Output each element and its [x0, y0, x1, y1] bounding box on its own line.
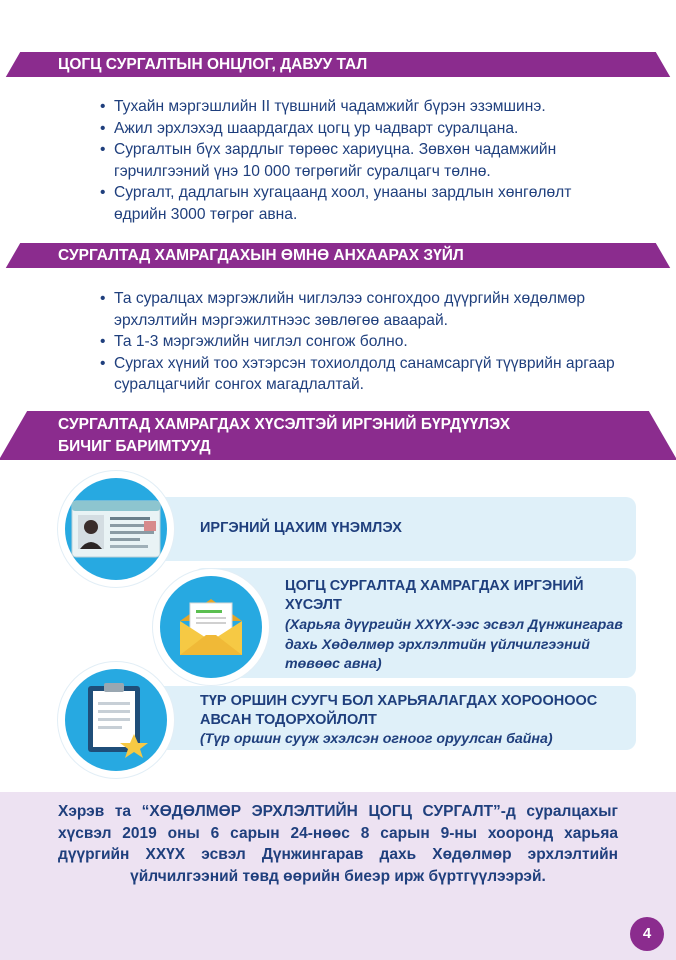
- envelope-icon: [176, 591, 246, 661]
- doc-icon-circle: [152, 568, 270, 686]
- section3-heading-line1: СУРГАЛТАД ХАМРАГДАХ ХҮСЭЛТЭЙ ИРГЭНИЙ БҮРДҮҮЛЭХ: [58, 416, 511, 433]
- footer-note-box: [0, 792, 676, 960]
- section3-heading-line2: БИЧИГ БАРИМТУУД: [58, 438, 211, 455]
- bullet-item: • Сургах хүний тоо хэтэрсэн тохиолдолд санамсаргүй түүврийн аргаар суралцагчийг сонгох магадлалтай.: [100, 353, 620, 396]
- section2-header: [0, 243, 676, 268]
- header-left-notch: [0, 52, 20, 77]
- bullet-item: • Сургалт, дадлагын хугацаанд хоол, унааны зардлын хөнгөлөлт өдрийн 3000 төгрөг авна.: [100, 182, 620, 225]
- footer-note: Хэрэв та “ХӨДӨЛМӨР ЭРХЛЭЛТИЙН ЦОГЦ СУРГАЛТ”-д суралцахыг хүсвэл 2019 оны 6 сарын 24-нөөс 8 сарын 9-ны хооронд харьяа дүүргийн ХХҮХ эсвэл Дүнжингарав дахь Хөдөлмөр эрхлэлтийн үйлчилгээний төвд өөрийн биеэр ирж бүртгүүлээрэй.: [58, 803, 618, 885]
- doc-title: ТҮР ОРШИН СУУГЧ БОЛ ХАРЬЯАЛАГДАХ ХОРООНООС АВСАН ТОДОРХОЙЛОЛТ: [200, 693, 598, 728]
- bullet-item: • Ажил эрхлэхэд шаардагдах цогц ур чадварт суралцана.: [100, 118, 620, 140]
- section2-heading: СУРГАЛТАД ХАМРАГДАХЫН ӨМНӨ АНХААРАХ ЗҮЙЛ: [58, 247, 464, 264]
- bullet-item: • Тухайн мэргэшлийн II түвшний чадамжийг бүрэн эзэмшинэ.: [100, 96, 620, 118]
- header-left-notch: [0, 243, 20, 268]
- doc-title: ИРГЭНИЙ ЦАХИМ ҮНЭМЛЭХ: [200, 520, 402, 536]
- section1-header: [0, 52, 676, 77]
- section3-header: [0, 411, 676, 460]
- header-left-notch: [0, 411, 27, 460]
- doc-note: (Харьяа дүүргийн ХХҮХ-ээс эсвэл Дүнжингарав дахь Хөдөлмөр эрхлэлтийн үйлчилгээний төвөөс авна): [285, 617, 623, 672]
- doc-title: ЦОГЦ СУРГАЛТАД ХАМРАГДАХ ИРГЭНИЙ ХҮСЭЛТ: [285, 578, 584, 613]
- section1-bullet-list: [100, 96, 620, 225]
- bullet-item: • Сургалтын бүх зардлыг төрөөс хариуцна. Зөвхөн чадамжийн гэрчилгээний үнэ 10 000 төгрөгийг суралцагч төлнө.: [100, 139, 620, 182]
- page-number-badge: 4: [630, 917, 664, 951]
- id-card-icon: [70, 499, 162, 559]
- bullet-item: • Та 1-3 мэргэжлийн чиглэл сонгож болно.: [100, 331, 620, 353]
- doc-note: (Түр оршин суүж эхэлсэн огноог оруулсан байна): [200, 731, 553, 747]
- doc-icon-circle: [57, 470, 175, 588]
- bullet-item: • Та суралцах мэргэжлийн чиглэлээ сонгохдоо дүүргийн хөдөлмөр эрхлэлтийн мэргэжилтнээс зөвлөгөө аваарай.: [100, 288, 620, 331]
- doc-icon-circle: [57, 661, 175, 779]
- clipboard-icon: [84, 680, 150, 760]
- section2-bullet-list: [100, 288, 620, 396]
- section1-heading: ЦОГЦ СУРГАЛТЫН ОНЦЛОГ, ДАВУУ ТАЛ: [58, 56, 368, 73]
